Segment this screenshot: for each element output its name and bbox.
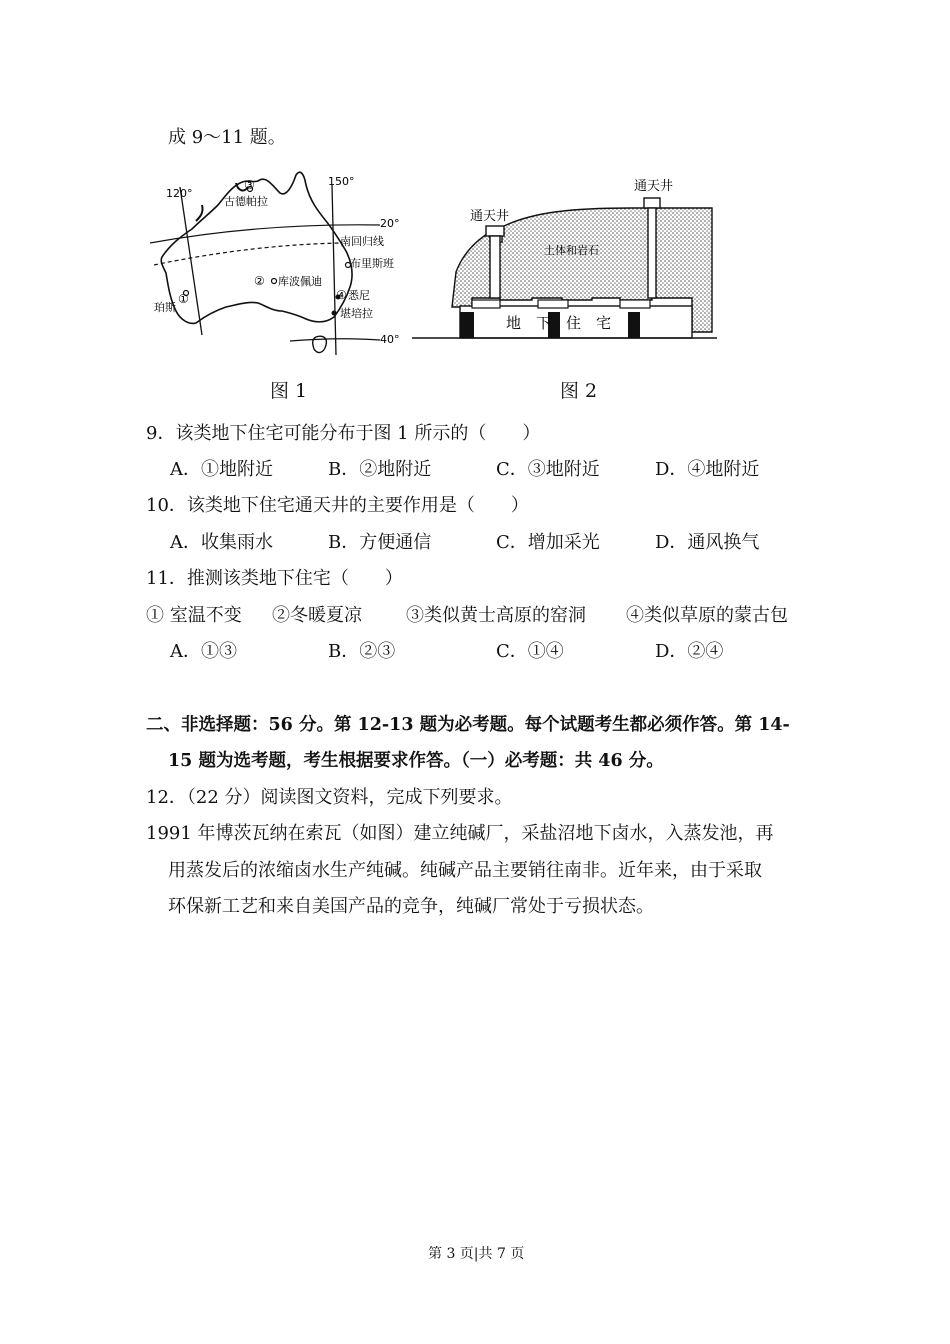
q11-statement-1: ① 室温不变 [146,605,242,626]
q11-option-b: B．②③ [328,641,396,662]
question-12-stem: 12．（22 分）阅读图文资料，完成下列要求。 [146,787,513,808]
label-coober: 库波佩迪 [278,275,322,288]
q11-option-d: D．②④ [655,641,724,662]
q11-option-a: A．①③ [170,641,237,662]
section-2-heading-line-1: 二、非选择题：56 分。第 12-13 题为必考题。每个试题考生都必须作答。第 14- [146,715,790,735]
label-brisbane: 布里斯班 [350,257,394,270]
coober-dot [272,279,277,284]
figure-1-australia-map [140,165,430,365]
canberra-dot [332,311,337,316]
label-canberra: 堪培拉 [340,307,373,320]
figure-2-caption: 图 2 [560,380,598,402]
label-150: 150° [328,175,355,188]
q10-option-d: D．通风换气 [655,532,760,553]
label-20: 20° [380,217,400,230]
section-2-heading-line-2: 15 题为选考题，考生根据要求作答。（一）必考题：共 46 分。 [168,751,664,771]
q9-option-c: C．③地附近 [496,459,600,480]
q11-statement-2: ②冬暖夏凉 [272,605,362,626]
q9-option-b: B．②地附近 [328,459,432,480]
mark-1: ① [178,292,189,306]
label-well-right: 通天井 [634,179,674,194]
question-12-paragraph-line-3: 环保新工艺和来自美国产品的竞争，纯碱厂常处于亏损状态。 [168,896,654,917]
q9-option-a: A．①地附近 [170,459,273,480]
label-40: 40° [380,333,400,346]
label-house: 地 下 住 宅 [506,314,612,332]
q11-statement-4: ④类似草原的蒙古包 [626,605,788,626]
q10-option-a: A．收集雨水 [170,532,273,553]
intro-text: 成 9～11 题。 [168,127,286,148]
label-sydney: 悉尼 [348,289,370,302]
page-footer: 第 3 页|共 7 页 [428,1246,525,1262]
mark-2: ② [254,274,265,288]
q10-option-b: B．方便通信 [328,532,432,553]
question-11-stem: 11．推测该类地下住宅（ ） [146,568,403,589]
question-12-paragraph-line-2: 用蒸发后的浓缩卤水生产纯碱。纯碱产品主要销往南非。近年来，由于采取 [168,860,762,881]
label-soil: 土体和岩石 [544,244,599,257]
question-12-paragraph-line-1: 1991 年博茨瓦纳在索瓦（如图）建立纯碱厂，采盐沼地下卤水，入蒸发池，再 [146,823,774,844]
label-120: 120° [166,187,193,200]
mark-3: ③ [244,178,255,192]
label-tropic: 南回归线 [340,235,384,248]
q11-statement-3: ③类似黄士高原的窑洞 [406,605,586,626]
label-well-left: 通天井 [470,209,510,224]
figure-1-caption: 图 1 [270,380,308,402]
question-9-stem: 9．该类地下住宅可能分布于图 1 所示的（ ） [146,423,541,444]
figure-2-underground-house [412,172,717,342]
label-gulde: 古德帕拉 [224,195,268,208]
question-10-stem: 10．该类地下住宅通天井的主要作用是（ ） [146,495,529,516]
q10-option-c: C．增加采光 [496,532,600,553]
label-perth: 珀斯 [154,301,176,314]
q11-option-c: C．①④ [496,641,564,662]
mark-4: ④ [336,288,347,302]
q9-option-d: D．④地附近 [655,459,760,480]
